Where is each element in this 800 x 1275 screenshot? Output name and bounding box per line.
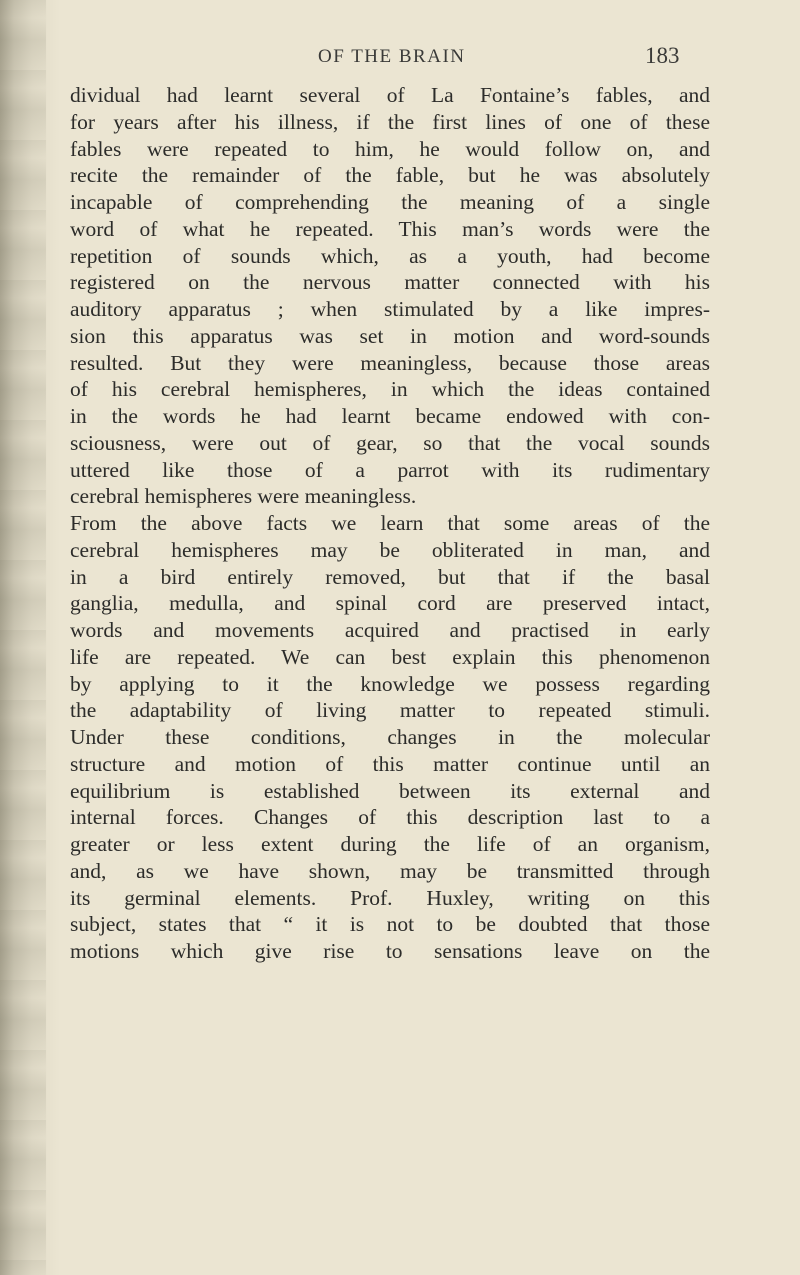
page-number: 183 bbox=[645, 43, 680, 68]
text-line: equilibrium is established between its external and bbox=[70, 778, 710, 803]
text-line: the adaptability of living matter to repeated stimuli. bbox=[70, 698, 710, 723]
text-line-paragraph-end: cerebral hemispheres were meaningless. bbox=[70, 484, 417, 509]
text-line: recite the remainder of the fable, but he was absolutely bbox=[70, 163, 710, 188]
text-line: life are repeated. We can best explain this phenomenon bbox=[70, 644, 710, 669]
text-line: subject, states that “ it is not to be doubted that those bbox=[70, 912, 710, 937]
text-line: cerebral hemispheres may be obliterated in man, and bbox=[70, 537, 710, 562]
text-line: its germinal elements. Prof. Huxley, writing on this bbox=[70, 885, 710, 910]
text-line: auditory apparatus ; when stimulated by a like impres- bbox=[70, 297, 710, 321]
text-line: in the words he had learnt became endowed with con- bbox=[70, 404, 710, 428]
text-line: of his cerebral hemispheres, in which the ideas contained bbox=[70, 377, 710, 402]
text-line: for years after his illness, if the first lines of one of these bbox=[70, 109, 710, 134]
text-line: and, as we have shown, may be transmitted through bbox=[70, 858, 710, 883]
text-line: incapable of comprehending the meaning of a single bbox=[70, 190, 710, 214]
text-line: dividual had learnt several of La Fontaine’s fables, and bbox=[70, 83, 710, 107]
text-line: fables were repeated to him, he would follow on, and bbox=[70, 136, 710, 161]
text-line: internal forces. Changes of this description last to a bbox=[70, 805, 710, 830]
text-line: motions which give rise to sensations leave on the bbox=[70, 939, 710, 963]
text-line: resulted. But they were meaningless, because those areas bbox=[70, 350, 710, 375]
text-line: repetition of sounds which, as a youth, had become bbox=[70, 243, 710, 268]
text-line: structure and motion of this matter continue until an bbox=[70, 751, 710, 776]
text-line: sion this apparatus was set in motion and word-sounds bbox=[70, 323, 710, 348]
text-line: words and movements acquired and practised in early bbox=[70, 618, 710, 642]
text-line: ganglia, medulla, and spinal cord are preserved intact, bbox=[70, 591, 710, 616]
running-title: OF THE BRAIN bbox=[318, 46, 466, 67]
text-line: by applying to it the knowledge we possess regarding bbox=[70, 671, 710, 696]
binding-gutter-shadow bbox=[0, 0, 46, 1275]
text-line: registered on the nervous matter connected with his bbox=[70, 270, 710, 295]
text-line: uttered like those of a parrot with its rudimentary bbox=[70, 457, 710, 482]
text-line: word of what he repeated. This man’s words were the bbox=[70, 216, 710, 241]
body-text bbox=[70, 82, 710, 965]
text-line: greater or less extent during the life of an organism, bbox=[70, 832, 710, 856]
text-line: sciousness, were out of gear, so that the vocal sounds bbox=[70, 430, 710, 455]
text-line-paragraph-start: From the above facts we learn that some areas of the bbox=[70, 511, 710, 535]
text-line: in a bird entirely removed, but that if the basal bbox=[70, 564, 710, 589]
text-line: Under these conditions, changes in the molecular bbox=[70, 725, 710, 749]
